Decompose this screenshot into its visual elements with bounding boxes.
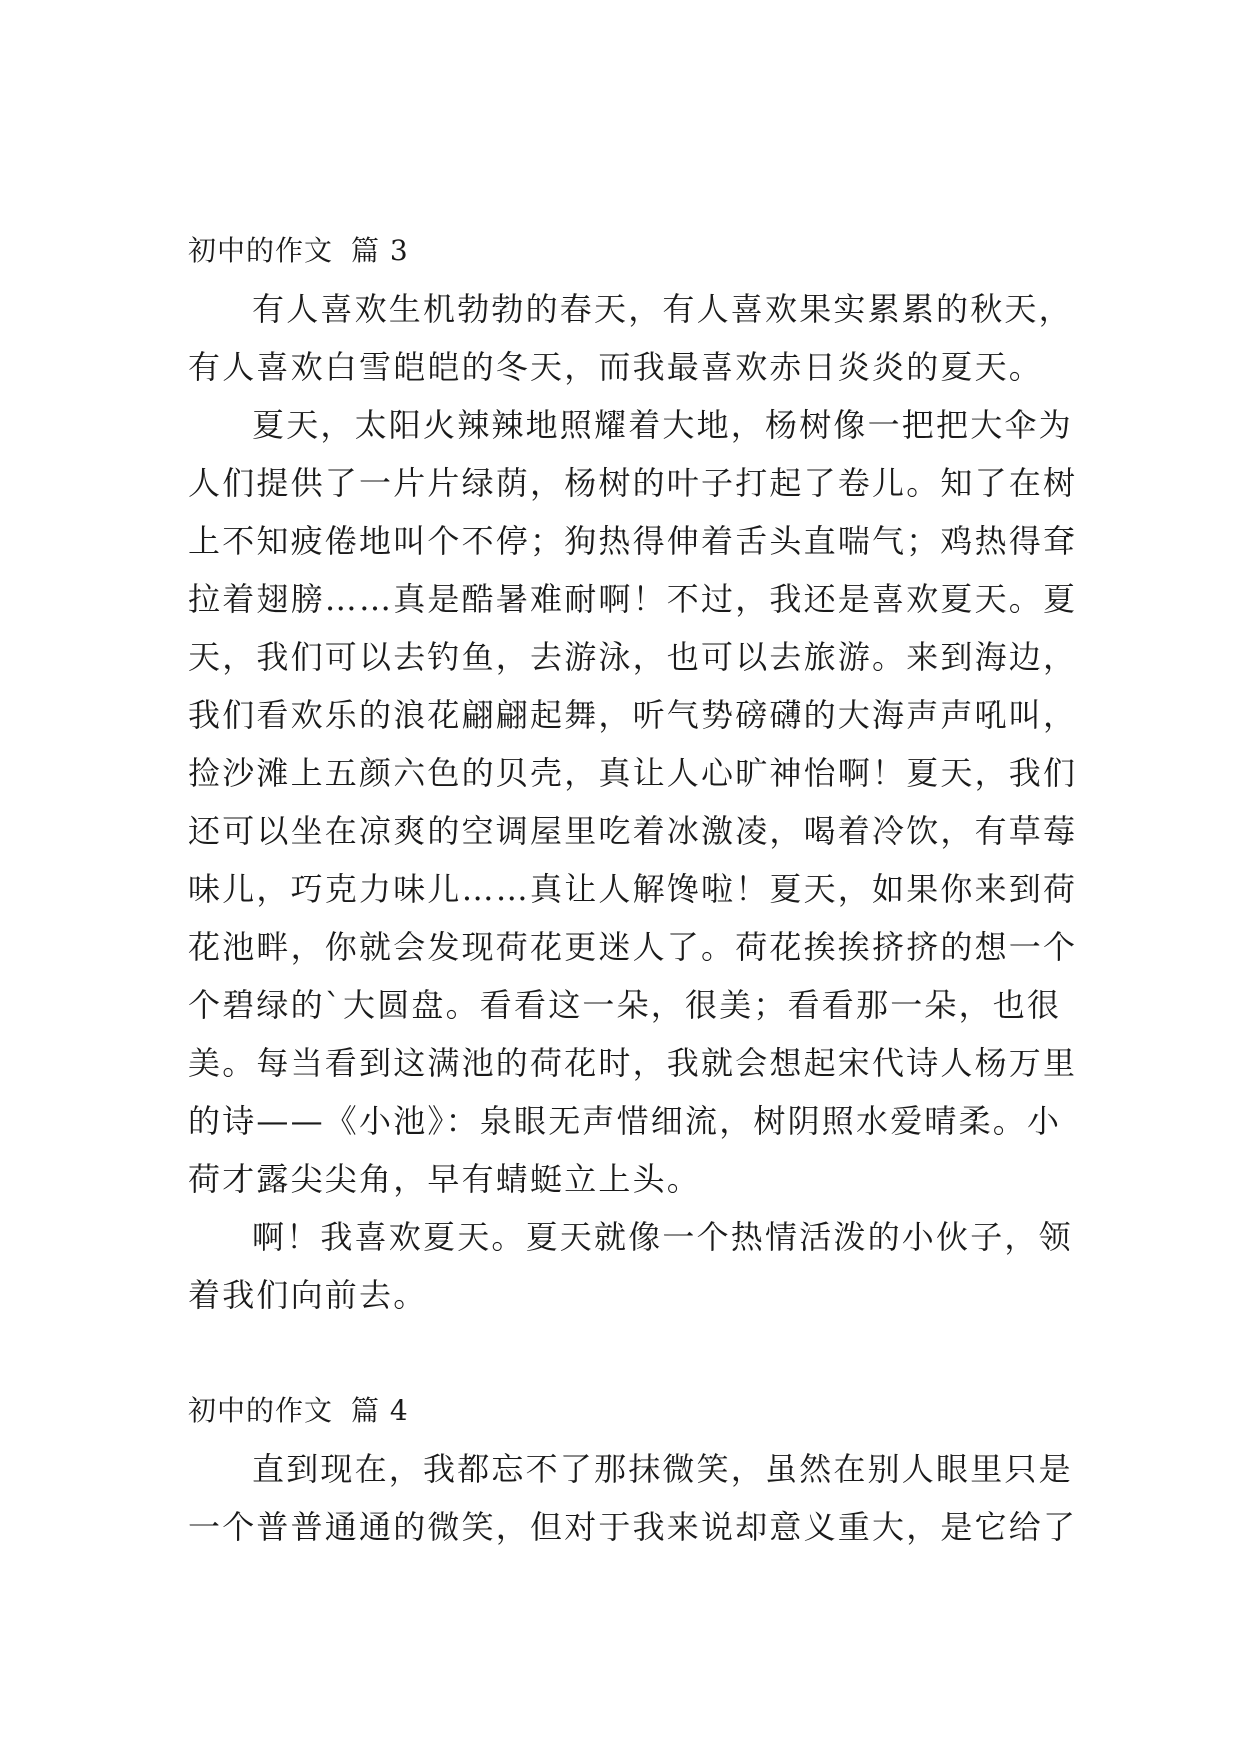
text-line: 着我们向前去。 <box>188 1276 428 1314</box>
text-line: 拉着翅膀……真是酷暑难耐啊！不过，我还是喜欢夏天。夏 <box>188 580 1078 618</box>
section-spacer <box>188 1324 1068 1382</box>
section-number: 篇 3 <box>351 234 409 267</box>
section-title: 初中的作文 <box>188 234 334 267</box>
paragraph <box>188 280 1073 396</box>
text-line: 啊！我喜欢夏天。夏天就像一个热情活泼的小伙子，领 <box>252 1218 1073 1256</box>
text-line: 一个普普通通的微笑，但对于我来说却意义重大，是它给了 <box>188 1508 1078 1546</box>
text-line: 荷才露尖尖角，早有蜻蜓立上头。 <box>188 1160 702 1198</box>
text-line: 的诗——《小池》：泉眼无声惜细流，树阴照水爱晴柔。小 <box>188 1102 1062 1140</box>
text-line: 有人喜欢白雪皑皑的冬天，而我最喜欢赤日炎炎的夏天。 <box>188 348 1044 386</box>
text-line: 美。每当看到这满池的荷花时，我就会想起宋代诗人杨万里 <box>188 1044 1078 1082</box>
paragraph <box>188 1208 1073 1324</box>
section-number: 篇 4 <box>351 1394 409 1427</box>
text-line: 夏天，太阳火辣辣地照耀着大地，杨树像一把把大伞为 <box>252 406 1073 444</box>
paragraph <box>188 1440 1078 1556</box>
section-heading <box>188 1382 1068 1440</box>
text-line: 个碧绿的`大圆盘。看看这一朵，很美；看看那一朵，也很 <box>188 986 1062 1024</box>
section-title: 初中的作文 <box>188 1394 334 1427</box>
text-line: 人们提供了一片片绿荫，杨树的叶子打起了卷儿。知了在树 <box>188 464 1078 502</box>
document-page <box>188 222 1078 1556</box>
section-heading <box>188 222 1068 280</box>
text-line: 我们看欢乐的浪花翩翩起舞，听气势磅礴的大海声声吼叫， <box>188 696 1078 734</box>
text-line: 天，我们可以去钓鱼，去游泳，也可以去旅游。来到海边， <box>188 638 1078 676</box>
text-line: 还可以坐在凉爽的空调屋里吃着冰激凌，喝着冷饮，有草莓 <box>188 812 1078 850</box>
paragraph <box>188 396 1078 1208</box>
text-line: 味儿，巧克力味儿……真让人解馋啦！夏天，如果你来到荷 <box>188 870 1078 908</box>
text-line: 捡沙滩上五颜六色的贝壳，真让人心旷神怡啊！夏天，我们 <box>188 754 1078 792</box>
essay-section <box>188 222 1078 1324</box>
text-line: 直到现在，我都忘不了那抹微笑，虽然在别人眼里只是 <box>252 1450 1073 1488</box>
text-line: 花池畔，你就会发现荷花更迷人了。荷花挨挨挤挤的想一个 <box>188 928 1078 966</box>
essay-section <box>188 1382 1078 1556</box>
text-line: 有人喜欢生机勃勃的春天，有人喜欢果实累累的秋天， <box>252 290 1073 328</box>
text-line: 上不知疲倦地叫个不停；狗热得伸着舌头直喘气；鸡热得耷 <box>188 522 1078 560</box>
